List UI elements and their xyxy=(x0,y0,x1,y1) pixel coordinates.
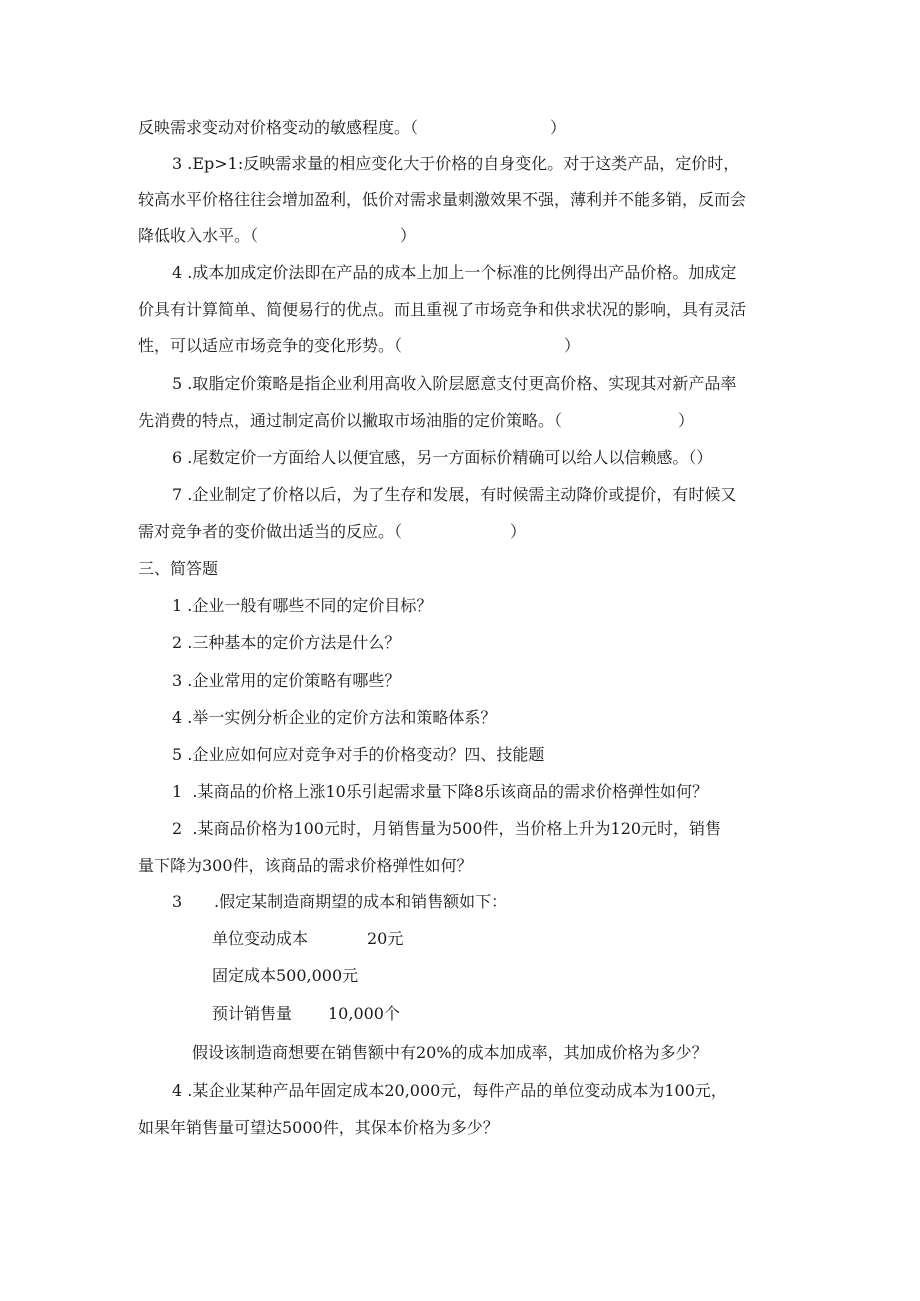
sk-q3-item-label: 单位变动成本 xyxy=(212,929,309,948)
sa-q2: 2 .三种基本的定价方法是什么？ xyxy=(172,633,401,652)
sk-q3-item-value: 20元 xyxy=(367,929,404,948)
tf-q4-line2: 价具有计算简单、简便易行的优点。而且重视了市场竞争和供求状况的影响，具有灵活 xyxy=(138,300,747,319)
tf-q3-line2: 较高水平价格往往会增加盈利，低价对需求量刺激效果不强，薄利并不能多销，反而会 xyxy=(138,190,747,209)
section-heading-short-answer: 三、简答题 xyxy=(138,559,219,578)
tf-q2-tail: 反映需求变动对价格变动的敏感程度。（ ） xyxy=(138,118,567,137)
sk-q2-line1: 2 .某商品价格为100元时，月销售量为500件，当价格上升为120元时，销售 xyxy=(172,819,722,838)
sk-q3-item-label: 固定成本500,000元 xyxy=(212,966,359,985)
tf-q7-line1: 7 .企业制定了价格以后，为了生存和发展，有时候需主动降价或提价，有时候又 xyxy=(172,485,737,504)
sk-q3-question: 假设该制造商想要在销售额中有20%的成本加成率，其加成价格为多少？ xyxy=(192,1043,708,1062)
sa-q1: 1 .企业一般有哪些不同的定价目标？ xyxy=(172,596,433,615)
tf-q3-line3: 降低收入水平。（ ） xyxy=(138,226,417,245)
sk-q3-item-label: 预计销售量 xyxy=(212,1004,293,1023)
tf-q3-line1: 3 .Ep>1:反映需求量的相应变化大于价格的自身变化。对于这类产品，定价时， xyxy=(172,154,740,173)
sa-q4: 4 .举一实例分析企业的定价方法和策略体系？ xyxy=(172,708,497,727)
sk-q3-number: 3 xyxy=(172,892,183,911)
tf-q7-line2: 需对竞争者的变价做出适当的反应。（ ） xyxy=(138,522,527,541)
sk-q1: 1 .某商品的价格上涨10乐引起需求量下降8乐该商品的需求价格弹性如何？ xyxy=(172,782,708,801)
sa-q3: 3 .企业常用的定价策略有哪些？ xyxy=(172,671,401,690)
sa-q5: 5 .企业应如何应对竞争对手的价格变动？四、技能题 xyxy=(172,745,545,764)
tf-q6: 6 .尾数定价一方面给人以便宜感，另一方面标价精确可以给人以信赖感。（） xyxy=(172,448,713,467)
sk-q4-line2: 如果年销售量可望达5000件，其保本价格为多少？ xyxy=(138,1118,499,1137)
sk-q4-line1: 4 .某企业某种产品年固定成本20,000元，每件产品的单位变动成本为100元， xyxy=(172,1081,727,1100)
tf-q4-line1: 4 .成本加成定价法即在产品的成本上加上一个标准的比例得出产品价格。加成定 xyxy=(172,263,737,282)
sk-q2-line2: 量下降为300件，该商品的需求价格弹性如何？ xyxy=(138,856,473,875)
tf-q5-line2: 先消费的特点，通过制定高价以撇取市场油脂的定价策略。（ ） xyxy=(138,411,695,430)
tf-q5-line1: 5 .取脂定价策略是指企业利用高收入阶层愿意支付更高价格、实现其对新产品率 xyxy=(172,374,737,393)
sk-q3-item-value: 10,000个 xyxy=(328,1004,400,1023)
tf-q4-line3: 性，可以适应市场竞争的变化形势。（ ） xyxy=(138,336,581,355)
sk-q3-text: .假定某制造商期望的成本和销售额如下： xyxy=(214,892,508,911)
